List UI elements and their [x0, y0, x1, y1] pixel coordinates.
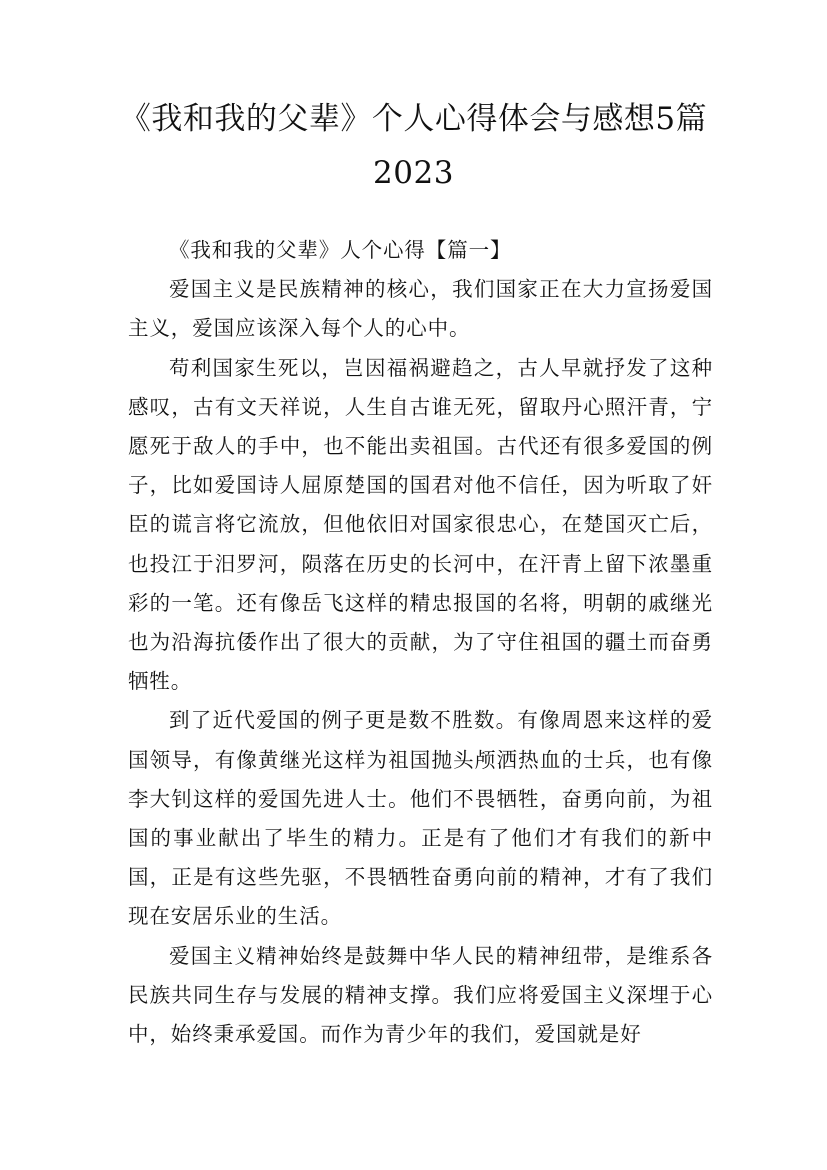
paragraph: 爱国主义是民族精神的核心，我们国家正在大力宣扬爱国主义，爱国应该深入每个人的心中。 [128, 277, 713, 341]
paragraph: 爱国主义精神始终是鼓舞中华人民的精神纽带，是维系各民族共同生存与发展的精神支撑。我们应将爱国主义深埋于心中，始终秉承爱国。而作为青少年的我们，爱国就是好 [128, 943, 713, 1047]
paragraph: 到了近代爱国的例子更是数不胜数。有像周恩来这样的爱国领导，有像黄继光这样为祖国抛头颅洒热血的士兵，也有像李大钊这样的爱国先进人士。他们不畏牺牲，奋勇向前，为祖国的事业献出了毕生的精力。正是有了他们才有我们的新中国，正是有这些先驱，不畏牺牲奋勇向前的精神，才有了我们现在安居乐业的生活。 [128, 708, 713, 929]
document-title [100, 92, 727, 200]
title-line-2: 2023 [373, 155, 454, 191]
section-heading: 《我和我的父辈》人个心得【篇一】 [169, 238, 512, 262]
document-body [128, 231, 713, 1054]
paragraph: 苟利国家生死以，岂因福祸避趋之，古人早就抒发了这种感叹，古有文天祥说，人生自古谁无死，留取丹心照汗青，宁愿死于敌人的手中，也不能出卖祖国。古代还有很多爱国的例子，比如爱国诗人屈原楚国的国君对他不信任，因为听取了奸臣的谎言将它流放，但他依旧对国家很忠心，在楚国灭亡后，也投江于汨罗河，陨落在历史的长河中，在汗青上留下浓墨重彩的一笔。还有像岳飞这样的精忠报国的名将，明朝的戚继光也为沿海抗倭作出了很大的贡献，为了守住祖国的疆土而奋勇牺牲。 [128, 355, 713, 694]
title-line-1: 《我和我的父辈》个人心得体会与感想5篇 [119, 101, 708, 137]
